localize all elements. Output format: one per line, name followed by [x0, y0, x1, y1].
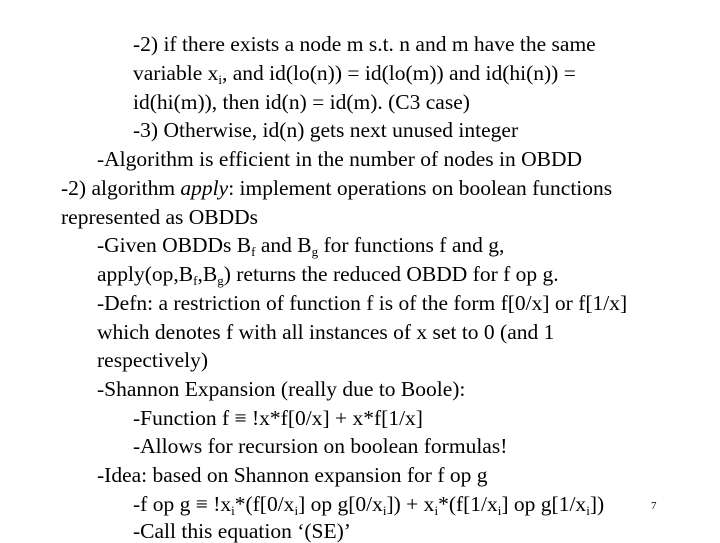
text-line: [97, 348, 208, 372]
text-run: which denotes f with all instances of x set to 0 (and 1: [97, 320, 555, 344]
text-line: [97, 262, 559, 286]
text-line: [97, 377, 465, 401]
text-line: [133, 519, 351, 543]
text-run: apply(op,B: [97, 262, 194, 286]
text-line: [97, 291, 627, 315]
text-run: -2) if there exists a node m s.t. n and m have the same: [133, 32, 596, 56]
italic-text: apply: [180, 176, 229, 200]
text-run: -Allows for recursion on boolean formulas!: [133, 434, 508, 458]
text-run: and B: [255, 233, 312, 257]
text-line: [133, 434, 507, 458]
text-line: [133, 32, 596, 56]
text-line: [133, 61, 576, 85]
subscript: f: [193, 273, 198, 288]
subscript: i: [434, 503, 439, 518]
text-run: ) returns the reduced OBDD for f op g.: [223, 262, 559, 286]
subscript: g: [217, 273, 224, 288]
text-run: -Defn: a restriction of function f is of the form f[0/x] or f[1/x]: [97, 291, 628, 315]
text-line: [97, 463, 488, 487]
text-line: [97, 320, 554, 344]
text-run: , and id(lo(n)) = id(lo(m)) and id(hi(n)) =: [222, 61, 576, 85]
text-run: *(f[1/x: [438, 492, 498, 516]
text-run: -Algorithm is efficient in the number of nodes in OBDD: [97, 147, 583, 171]
text-run: ]): [589, 492, 605, 516]
text-run: represented as OBDDs: [61, 205, 259, 229]
text-line: [133, 90, 470, 114]
text-run: ] op g[0/x: [298, 492, 383, 516]
text-line: [97, 147, 582, 171]
text-line: [133, 492, 604, 516]
text-run: respectively): [97, 348, 209, 372]
subscript: i: [231, 503, 235, 518]
text-line: [61, 205, 258, 229]
page-number: 7: [651, 500, 657, 512]
subscript: i: [382, 503, 387, 518]
text-run: -2) algorithm: [61, 176, 181, 200]
text-run: ,B: [197, 262, 218, 286]
text-run: *(f[0/x: [234, 492, 295, 516]
text-run: -Function f ≡ !x*f[0/x] + x*f[1/x]: [133, 406, 423, 430]
text-run: id(hi(m)), then id(n) = id(m). (C3 case): [133, 90, 470, 114]
text-run: -Call this equation ‘(SE)’: [133, 519, 351, 543]
text-run: -Idea: based on Shannon expansion for f op g: [97, 463, 488, 487]
text-line: [133, 118, 518, 142]
text-run: -f op g ≡ !x: [133, 492, 232, 516]
text-run: : implement operations on boolean functions: [228, 176, 613, 200]
text-line: [61, 176, 612, 200]
subscript: g: [311, 244, 319, 259]
text-run: -3) Otherwise, id(n) gets next unused integer: [133, 118, 519, 142]
text-run: -Given OBDDs B: [97, 233, 252, 257]
text-run: -Shannon Expansion (really due to Boole):: [97, 377, 466, 401]
text-run: ]) + x: [386, 492, 435, 516]
subscript: f: [251, 244, 256, 259]
text-run: for functions f and g,: [318, 233, 505, 257]
text-run: ] op g[1/x: [501, 492, 587, 516]
subscript: i: [586, 503, 590, 518]
subscript: i: [497, 503, 502, 518]
subscript: i: [218, 72, 222, 87]
text-line: [133, 406, 423, 430]
text-run: variable x: [133, 61, 219, 85]
subscript: i: [294, 503, 299, 518]
text-line: [97, 233, 504, 257]
